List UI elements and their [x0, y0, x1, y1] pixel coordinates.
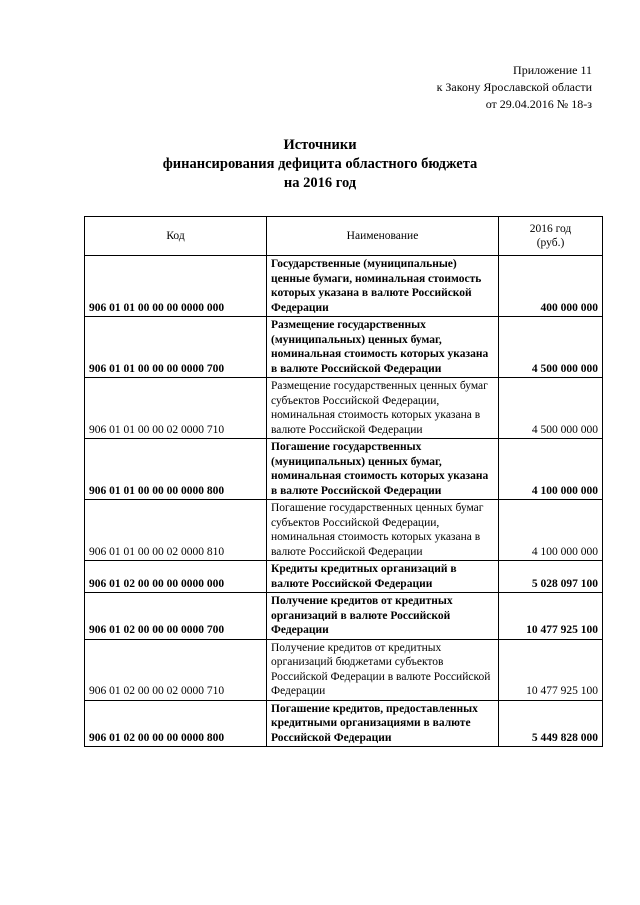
- header-code: Код: [85, 217, 267, 256]
- row-name: Кредиты кредитных организаций в валюте Российской Федерации: [267, 561, 499, 593]
- title-line-3: на 2016 год: [283, 175, 357, 191]
- table-row: [85, 639, 603, 700]
- row-code: 906 01 01 00 00 02 0000 810: [85, 500, 267, 561]
- table-row: [85, 561, 603, 593]
- row-name: Погашение кредитов, предоставленных кредитными организациями в валюте Российской Федерации: [267, 700, 499, 747]
- row-amount: 10 477 925 100: [499, 593, 603, 640]
- row-code: 906 01 01 00 00 00 0000 000: [85, 256, 267, 317]
- row-amount: 4 100 000 000: [499, 439, 603, 500]
- title-line-1: Источники: [283, 137, 357, 153]
- header-amount-year: 2016 год: [529, 222, 572, 235]
- table-row: [85, 378, 603, 439]
- document-header: [437, 62, 592, 113]
- law-date: от 29.04.2016 № 18-з: [485, 97, 592, 111]
- row-name: Получение кредитов от кредитных организаций бюджетами субъектов Российской Федерации в валюте Российской Федерации: [267, 639, 499, 700]
- table-row: [85, 700, 603, 747]
- row-code: 906 01 02 00 00 00 0000 000: [85, 561, 267, 593]
- row-name: Получение кредитов от кредитных организаций в валюте Российской Федерации: [267, 593, 499, 640]
- row-code: 906 01 01 00 00 00 0000 700: [85, 317, 267, 378]
- row-amount: 4 500 000 000: [499, 317, 603, 378]
- row-amount: 5 449 828 000: [499, 700, 603, 747]
- row-amount: 5 028 097 100: [499, 561, 603, 593]
- row-code: 906 01 01 00 00 02 0000 710: [85, 378, 267, 439]
- header-name: Наименование: [267, 217, 499, 256]
- row-amount: 10 477 925 100: [499, 639, 603, 700]
- table-row: [85, 256, 603, 317]
- row-name: Погашение государственных (муниципальных) ценных бумаг, номинальная стоимость которых указана в валюте Российской Федерации: [267, 439, 499, 500]
- table-row: [85, 439, 603, 500]
- budget-table: [84, 216, 603, 747]
- appendix-number: Приложение 11: [513, 63, 592, 77]
- table-row: [85, 317, 603, 378]
- document-title: [0, 136, 640, 193]
- row-name: Государственные (муниципальные) ценные бумаги, номинальная стоимость которых указана в валюте Российской Федерации: [267, 256, 499, 317]
- table-body: [85, 256, 603, 747]
- row-code: 906 01 02 00 00 00 0000 700: [85, 593, 267, 640]
- row-amount: 4 100 000 000: [499, 500, 603, 561]
- row-name: Размещение государственных (муниципальных) ценных бумаг, номинальная стоимость которых указана в валюте Российской Федерации: [267, 317, 499, 378]
- row-amount: 4 500 000 000: [499, 378, 603, 439]
- law-reference: к Закону Ярославской области: [436, 80, 592, 94]
- table-row: [85, 593, 603, 640]
- row-code: 906 01 02 00 00 00 0000 800: [85, 700, 267, 747]
- row-amount: 400 000 000: [499, 256, 603, 317]
- table-row: [85, 500, 603, 561]
- title-line-2: финансирования дефицита областного бюджета: [162, 156, 478, 172]
- header-amount: [499, 217, 603, 256]
- row-name: Погашение государственных ценных бумаг субъектов Российской Федерации, номинальная стоимость которых указана в валюте Российской Федерации: [267, 500, 499, 561]
- row-code: 906 01 01 00 00 00 0000 800: [85, 439, 267, 500]
- row-code: 906 01 02 00 00 02 0000 710: [85, 639, 267, 700]
- row-name: Размещение государственных ценных бумаг субъектов Российской Федерации, номинальная стоимость которых указана в валюте Российской Федерации: [267, 378, 499, 439]
- header-amount-unit: (руб.): [536, 237, 565, 249]
- table-header-row: [85, 217, 603, 256]
